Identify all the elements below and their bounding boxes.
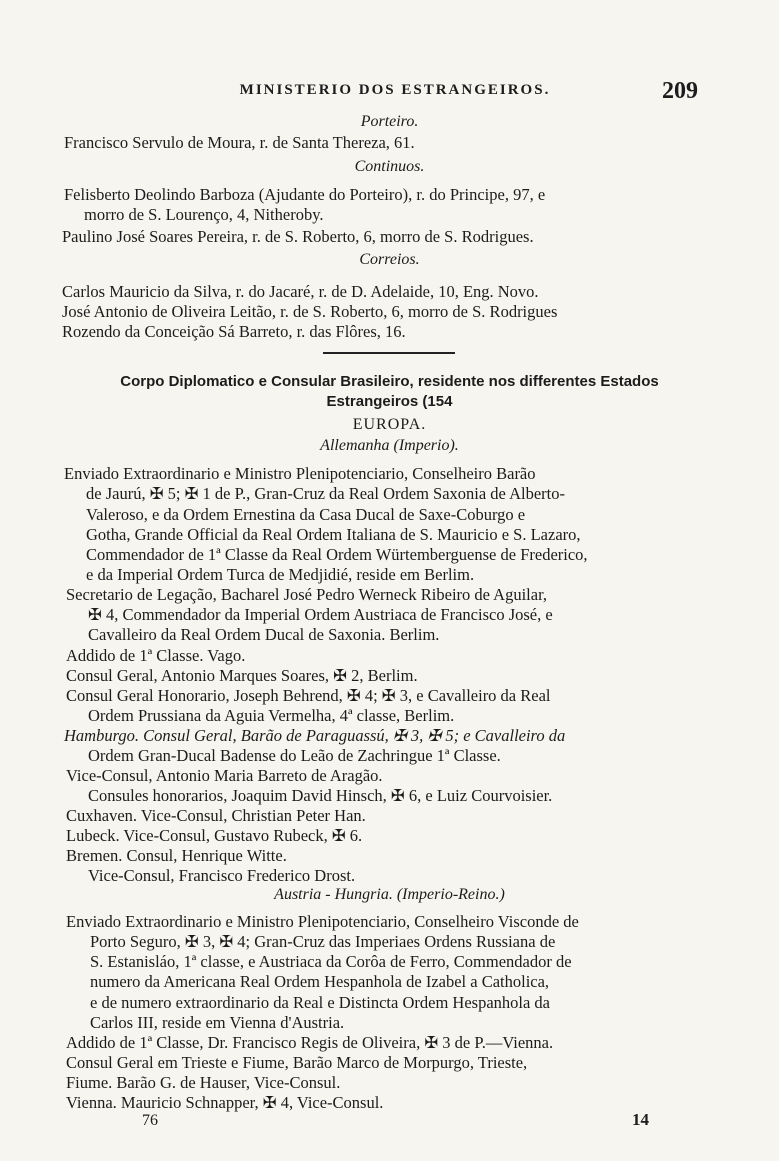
allemanha-line: Hamburgo. Consul Geral, Barão de Paraguassú, ✠ 3, ✠ 5; e Cavalleiro da — [64, 726, 566, 745]
austria-line: Vienna. Mauricio Schnapper, ✠ 4, Vice-Consul. — [66, 1093, 384, 1112]
allemanha-line: Cuxhaven. Vice-Consul, Christian Peter Han. — [66, 806, 366, 825]
allemanha-line: Lubeck. Vice-Consul, Gustavo Rubeck, ✠ 6. — [66, 826, 363, 845]
signature-mark: 76 — [142, 1112, 158, 1129]
allemanha-line: Enviado Extraordinario e Ministro Plenipotenciario, Conselheiro Barão — [64, 464, 536, 483]
allemanha-line: Vice-Consul, Francisco Frederico Drost. — [88, 866, 356, 885]
correios-line: José Antonio de Oliveira Leitão, r. de S. Roberto, 6, morro de S. Rodrigues — [62, 302, 558, 321]
austria-line: Addido de 1ª Classe, Dr. Francisco Regis de Oliveira, ✠ 3 de P.—Vienna. — [66, 1033, 554, 1052]
allemanha-line: Consul Geral Honorario, Joseph Behrend, ✠ 4; ✠ 3, e Cavalleiro da Real — [66, 686, 551, 705]
correios-line: Carlos Mauricio da Silva, r. do Jacaré, r. de D. Adelaide, 10, Eng. Novo. — [62, 282, 539, 301]
allemanha-line: Cavalleiro da Real Ordem Ducal de Saxonia. Berlim. — [88, 625, 440, 644]
allemanha-line: de Jaurú, ✠ 5; ✠ 1 de P., Gran-Cruz da Real Ordem Saxonia de Alberto- — [86, 484, 565, 503]
section-title-line1: Corpo Diplomatico e Consular Brasileiro, residente nos differentes Estados — [120, 373, 659, 390]
heading-correios: Correios. — [359, 251, 420, 268]
allemanha-line: Valeroso, e da Ordem Ernestina da Casa Ducal de Saxe-Coburgo e — [86, 505, 526, 524]
country-heading-austria: Austria - Hungria. (Imperio-Reino.) — [274, 886, 505, 903]
continuos-line: Paulino José Soares Pereira, r. de S. Roberto, 6, morro de S. Rodrigues. — [62, 227, 534, 246]
allemanha-line: Bremen. Consul, Henrique Witte. — [66, 846, 287, 865]
heading-continuos: Continuos. — [354, 158, 425, 175]
allemanha-line: Consules honorarios, Joaquim David Hinsch, ✠ 6, e Luiz Courvoisier. — [88, 786, 553, 805]
correios-line: Rozendo da Conceição Sá Barreto, r. das Flôres, 16. — [62, 322, 406, 341]
allemanha-line: Gotha, Grande Official da Real Ordem Italiana de S. Mauricio e S. Lazaro, — [86, 525, 581, 544]
running-header: MINISTERIO DOS ESTRANGEIROS. — [239, 82, 551, 98]
austria-line: Carlos III, reside em Vienna d'Austria. — [90, 1013, 345, 1032]
austria-line: Fiume. Barão G. de Hauser, Vice-Consul. — [66, 1073, 341, 1092]
country-heading-allemanha: Allemanha (Imperio). — [320, 437, 459, 454]
porteiro-line: Francisco Servulo de Moura, r. de Santa Thereza, 61. — [64, 133, 415, 152]
austria-line: e de numero extraordinario da Real e Distincta Ordem Hespanhola da — [90, 993, 550, 1012]
heading-porteiro: Porteiro. — [360, 113, 419, 130]
allemanha-line: ✠ 4, Commendador da Imperial Ordem Austriaca de Francisco José, e — [88, 605, 553, 624]
section-title-line2: Estrangeiros (154 — [326, 393, 453, 410]
sheet-number: 14 — [632, 1110, 649, 1129]
allemanha-line: Ordem Prussiana da Aguia Vermelha, 4ª classe, Berlim. — [88, 706, 455, 725]
allemanha-line: Secretario de Legação, Bacharel José Pedro Werneck Ribeiro de Aguilar, — [66, 585, 548, 604]
allemanha-line: Addido de 1ª Classe. Vago. — [66, 646, 246, 665]
allemanha-line: Commendador de 1ª Classe da Real Ordem Würtemberguense de Frederico, — [86, 545, 588, 564]
continuos-line: morro de S. Lourenço, 4, Nitheroby. — [84, 205, 324, 224]
austria-line: Enviado Extraordinario e Ministro Plenipotenciario, Conselheiro Visconde de — [66, 912, 579, 931]
allemanha-line: Consul Geral, Antonio Marques Soares, ✠ 2, Berlim. — [66, 666, 418, 685]
austria-line: Porto Seguro, ✠ 3, ✠ 4; Gran-Cruz das Imperiaes Ordens Russiana de — [90, 932, 556, 951]
section-rule — [323, 352, 455, 354]
austria-line: numero da Americana Real Ordem Hespanhola de Izabel a Catholica, — [90, 972, 550, 991]
region-heading: EUROPA. — [352, 416, 427, 433]
continuos-line: Felisberto Deolindo Barboza (Ajudante do Porteiro), r. do Principe, 97, e — [64, 185, 546, 204]
page-number: 209 — [662, 78, 698, 104]
austria-line: S. Estanisláo, 1ª classe, e Austriaca da Corôa de Ferro, Commendador de — [90, 952, 572, 971]
allemanha-line: Vice-Consul, Antonio Maria Barreto de Aragão. — [66, 766, 383, 785]
allemanha-line: e da Imperial Ordem Turca de Medjidié, reside em Berlim. — [86, 565, 475, 584]
allemanha-line: Ordem Gran-Ducal Badense do Leão de Zachringue 1ª Classe. — [88, 746, 501, 765]
austria-line: Consul Geral em Trieste e Fiume, Barão Marco de Morpurgo, Trieste, — [66, 1053, 528, 1072]
